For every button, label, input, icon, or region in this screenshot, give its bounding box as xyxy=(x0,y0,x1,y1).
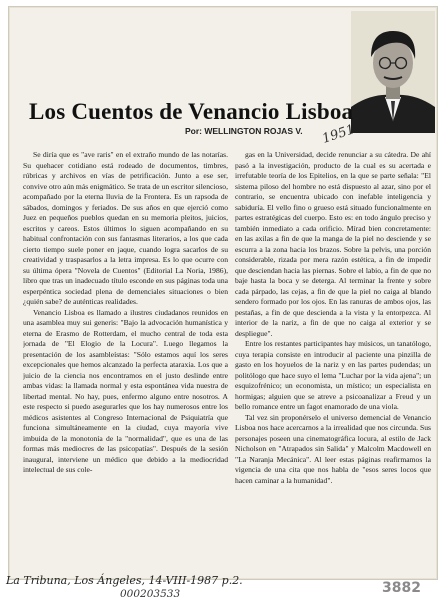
author-photo xyxy=(351,11,435,133)
archive-stamp-number: 3882 xyxy=(382,580,421,596)
article-paragraph: Tal vez sin proponérselo el universo demencial de Venancio Lisboa nos hace acercarnos a la irrealidad que nos circunda. Sus personajes poseen una cinematográfica locura, al estilo de Jack Nicholson en "Atrapados sin Salida" y Malcolm Macdowell en "La Naranja Mecánica". Al leer estas páginas reafirmamos la vigencia de una cita que nos habla de "esos seres locos que hacen caminar a la humanidad". xyxy=(235,412,431,485)
handwritten-source-note: La Tribuna, Los Ángeles, 14-VIII-1987 p.2. xyxy=(6,574,243,587)
article-paragraph: Venancio Lisboa es llamado a ilustres ciudadanos reunidos en una asamblea muy sui generis: "Bajo la advocación humanística y eterna de Erasmo de Rotterdam, el mucho central de toda esta jornada de "El Elogio de la Locura". Luego llegamos la presentación de los asambleístas: "Sólo estamos aquí los seres excepcionales que hemos alcanzado la perfecta ataraxia. Los que a juicio de la ciencia nos encontramos en el justo deslinde entre ambas vidas: la llamada normal y esta espontánea vida nuestra de libertad mental. No hay, pues, enfermo alguno entre nosotros. A este respecto si puedo asegurarles que los hay numerosos entre los médicos asistentes al Congreso Internacional de Psiquiatría que funciona simultáneamente en la ciudad, cuya mayoría vive imbuida de la monotonía de la "normalidad", que es una de las formas más mediocres de las psicopatías". Después de la sesión inaugural, interviene un médico que debido a la mediocridad intelectual de sus cole- xyxy=(23,307,228,474)
article-paragraph: Se diría que es "ave raris" en el extraño mundo de las notarías. Su quehacer cotidiano está rodeado de documentos, timbres, rúbricas y archivos en vías de petrificación. Junto a ese ser, convive otro aún más enigmático. Se trata de un escritor silencioso, acompañado por la eterna lluvia de la Frontera. Es un rapsoda de sábados, domingos y feriados. De sus años en que ejerció como Juez en pequeños pueblos quedan en su memoria pleitos, juicios, escritos y careos. Estos últimos lo siguen acompañando en su habitual confrontación con sus fantasmas literarios, a los que cada cierto tiempo suele poner en jaque, cuando logra sacarlos de su creatividad y traspasarlos a la letra impresa. Es lo que ocurre con su última ópera "Novela de Cuentos" (Editorial La Noria, 1986), libro que tras un inadecuado título esconde en sus páginas toda una esperpéntica sociedad plena de demenciales situaciones o bien ¿quién sabe? de auténticas realidades. xyxy=(23,150,228,306)
handwritten-catalog-code: 000203533 xyxy=(120,588,181,600)
article-paragraph: Entre los restantes participantes hay músicos, un tanatólogo, cuya terapia consiste en introducir al paciente una pinzilla de gasto en los hoyuelos de la nariz y en las partes pudendas; un politólogo que hace suyo el lema "Luchar por la vida ajena"; un esquizofrénico; un economista, un místico; un especialista en hormigas; alguien que se atreve a psicoanalizar a Freud y un bello romance entre un fagot enamorado de una viola. xyxy=(235,339,431,411)
article-paragraph: gas en la Universidad, decide renunciar a su cátedra. De ahí pasó a la investigación, producto de la cual es su acertada e irrefutable teoría de los Epitelios, en la que se parte señala: "El sistema piloso del hombre no está dispuesto al azar, sino por el contrario, se encuentra ubicado con inefable inteligencia y sabiduría. El vello fino o grueso está situado funcionalmente en partes estratégicas del cuerpo. Esto es: en todo ángulo preciso y también inmediato a cada orificio. Mírad bien concretamente: en las axilas a fin de que la manga de la piel no desciende y se escurra a la zona hacia los brazos. Sobre la pelvis, una porción considerable, rizada por mera razón estética, a fin de impedir que desciendan hacia las piernas. Sobre el labio, a fin de que no baje hasta la boca y se deterga. Al terminar la frente y sobre cada párpado, las cejas, a fin de que la piel no caiga al blando sendero formado por los ojos. En las ranuras de ambos ojos, las pestañas, a fin de que descienda a la vista y la entorpezca. Al interior de la nariz, a fin de que no caiga al exterior y se despliegue". xyxy=(235,150,431,338)
article-title: Los Cuentos de Venancio Lisboa xyxy=(29,99,354,124)
handwritten-year-annotation: 1951 xyxy=(320,122,357,147)
newspaper-clipping xyxy=(8,6,438,580)
article-column-right xyxy=(235,150,431,578)
author-portrait xyxy=(351,11,435,133)
article-column-left xyxy=(23,150,228,578)
article-byline: Por: WELLINGTON ROJAS V. xyxy=(185,126,303,136)
